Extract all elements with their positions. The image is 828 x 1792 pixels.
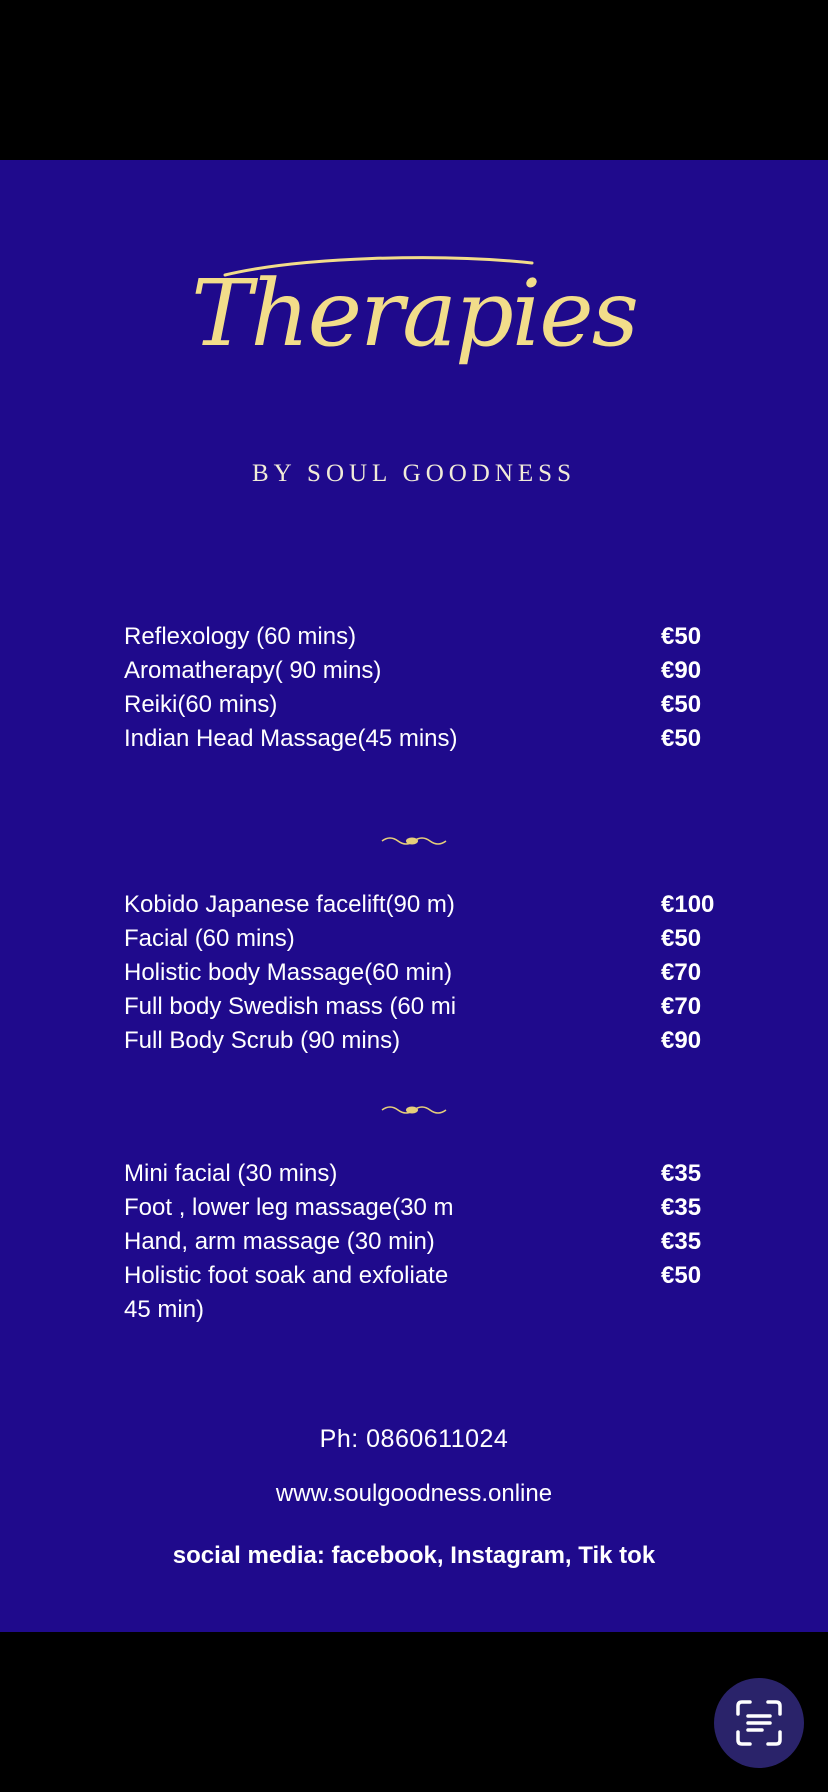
therapy-section-1	[124, 620, 724, 756]
therapy-name: Full body Swedish mass (60 mi	[124, 993, 457, 1020]
therapy-name: Reflexology (60 mins)	[124, 623, 357, 650]
list-item	[124, 990, 724, 1024]
therapy-name: Aromatherapy( 90 mins)	[124, 657, 382, 684]
therapy-section-2	[124, 888, 724, 1058]
list-item	[124, 1259, 724, 1327]
ornament-divider	[124, 834, 700, 848]
list-item	[124, 922, 724, 956]
title-flourish	[220, 255, 550, 455]
therapy-name: Hand, arm massage (30 min)	[124, 1228, 435, 1255]
therapy-name: Mini facial (30 mins)	[124, 1160, 338, 1187]
therapy-price: €35	[661, 1194, 702, 1221]
list-item	[124, 888, 724, 922]
list-item	[124, 1157, 724, 1191]
list-item	[124, 722, 724, 756]
therapy-price: €50	[661, 623, 702, 650]
therapy-price: €50	[661, 725, 702, 752]
therapy-price: €35	[661, 1160, 702, 1187]
therapy-name: Indian Head Massage(45 mins)	[124, 725, 458, 752]
list-item	[124, 620, 724, 654]
list-item	[124, 956, 724, 990]
list-item	[124, 1225, 724, 1259]
list-item	[124, 688, 724, 722]
therapy-price: €50	[661, 925, 702, 952]
therapy-price: €35	[661, 1228, 702, 1255]
therapy-name: Facial (60 mins)	[124, 925, 295, 952]
list-item	[124, 654, 724, 688]
website-link[interactable]: www.soulgoodness.online	[275, 1480, 553, 1507]
poster-title: Therapies	[191, 260, 637, 367]
scan-text-icon	[736, 1700, 782, 1746]
therapy-price: €70	[661, 993, 702, 1020]
therapy-price: €50	[661, 1262, 702, 1289]
phone-number: Ph: 0860611024	[319, 1425, 509, 1453]
list-item	[124, 1024, 724, 1058]
poster-subtitle: BY SOUL GOODNESS	[251, 460, 576, 487]
therapy-name: Holistic foot soak and exfoliate 45 min)	[124, 1262, 449, 1323]
therapy-price: €50	[661, 691, 702, 718]
therapy-name: Reiki(60 mins)	[124, 691, 278, 718]
social-media-line: social media: facebook, Instagram, Tik tok	[172, 1542, 656, 1569]
scan-text-button[interactable]	[714, 1678, 804, 1768]
therapy-name: Kobido Japanese facelift(90 m)	[124, 891, 455, 918]
therapy-name: Full Body Scrub (90 mins)	[124, 1027, 401, 1054]
menu-poster	[0, 160, 828, 1632]
therapy-price: €90	[661, 657, 702, 684]
therapy-price: €90	[661, 1027, 702, 1054]
therapy-name: Foot , lower leg massage(30 m	[124, 1194, 454, 1221]
therapy-price: €100	[661, 891, 715, 918]
ornament-divider	[124, 1103, 700, 1117]
list-item	[124, 1191, 724, 1225]
therapy-section-3	[124, 1157, 724, 1327]
therapy-name: Holistic body Massage(60 min)	[124, 959, 453, 986]
therapy-price: €70	[661, 959, 702, 986]
